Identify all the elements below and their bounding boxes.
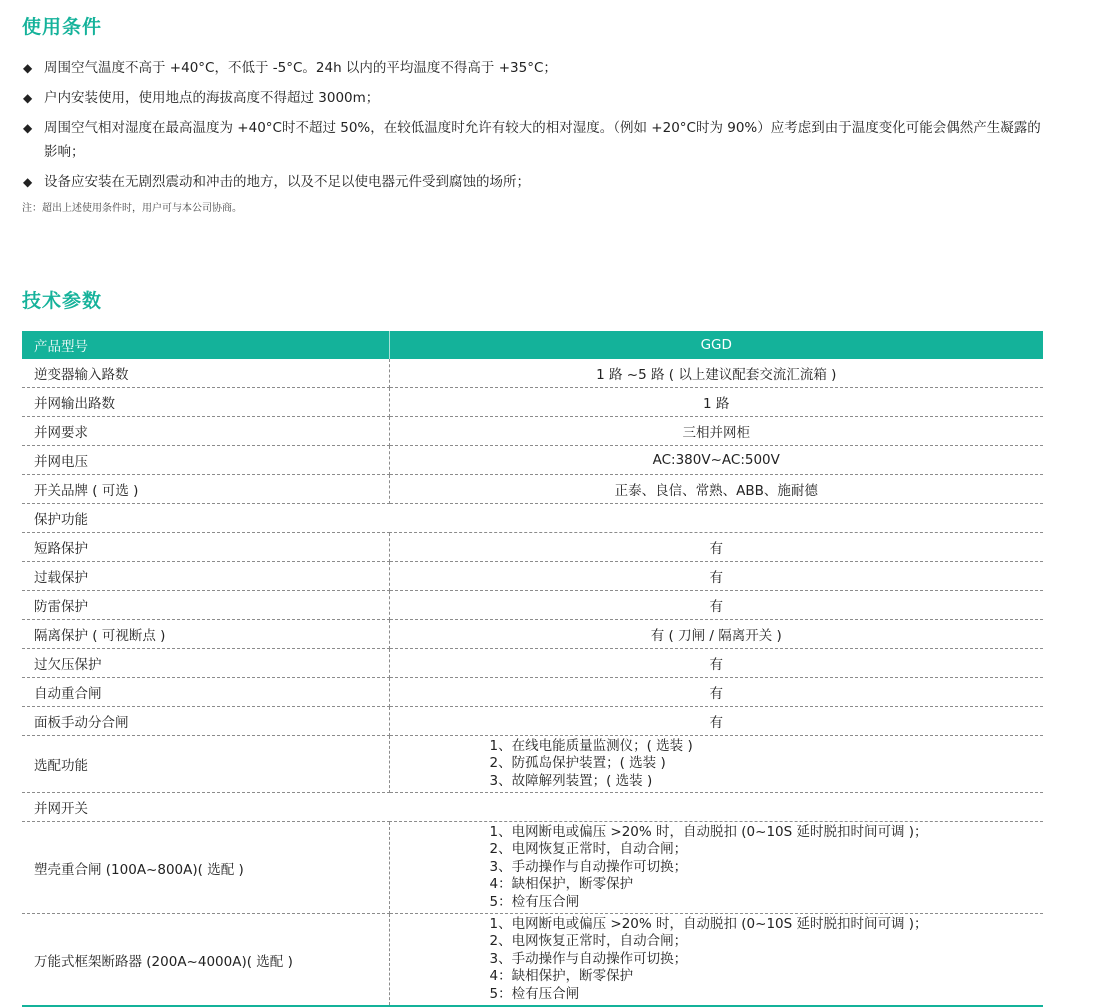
table-row [22,475,1043,504]
row-value: 有 [389,649,1043,678]
row-value: 正泰、良信、常熟、ABB、施耐德 [389,475,1043,504]
row-value-list [389,914,1043,1007]
spec-table [22,331,1043,1007]
list-item [22,170,1052,194]
row-label: 并网电压 [22,446,389,475]
model-label: 产品型号 [22,331,389,359]
table-row [22,649,1043,678]
row-label: 过载保护 [22,562,389,591]
row-value: 三相并网柜 [389,417,1043,446]
row-value: 有 ( 刀闸 / 隔离开关 ) [389,620,1043,649]
row-label: 万能式框架断路器 (200A~4000A)( 选配 ) [22,914,389,1007]
row-label: 塑壳重合闸 (100A~800A)( 选配 ) [22,822,389,914]
diamond-bullet-icon: ◆ [23,175,33,189]
row-label: 开关品牌 ( 可选 ) [22,475,389,504]
diamond-bullet-icon: ◆ [23,121,33,135]
table-row [22,707,1043,736]
row-label: 面板手动分合闸 [22,707,389,736]
conditions-list [22,56,1052,214]
list-line: 1、电网断电或偏压 >20% 时，自动脱扣 (0~10S 延时脱扣时间可调 )； [489,823,928,840]
list-line: 5：检有压合闸 [489,893,580,910]
list-line: 3、手动操作与自动操作可切换； [489,858,688,875]
list-line: 2、电网恢复正常时，自动合闸； [489,841,688,858]
table-row [22,417,1043,446]
row-label: 防雷保护 [22,591,389,620]
row-value-list [389,822,1043,914]
list-item [22,56,1052,80]
row-value: 有 [389,533,1043,562]
conditions-note: 注：超出上述使用条件时，用户可与本公司协商。 [22,203,242,214]
diamond-bullet-icon: ◆ [23,91,33,105]
table-row [22,914,1043,1007]
section-row-protection [22,504,1043,533]
row-value: 有 [389,591,1043,620]
condition-text: 周围空气温度不高于 +40°C，不低于 -5°C。24h 以内的平均温度不得高于 +35°C； [44,60,557,76]
table-row [22,822,1043,914]
condition-text: 户内安装使用，使用地点的海拔高度不得超过 3000m； [44,90,380,106]
table-row [22,533,1043,562]
list-line: 3、故障解列装置；( 选装 ) [489,772,653,789]
row-label: 自动重合闸 [22,678,389,707]
table-row [22,446,1043,475]
row-value-list [389,736,1043,793]
list-item [22,86,1052,110]
condition-text: 设备应安装在无剧烈震动和冲击的地方，以及不足以使电器元件受到腐蚀的场所； [44,174,530,190]
row-value: 有 [389,678,1043,707]
diamond-bullet-icon: ◆ [23,61,33,75]
condition-text: 周围空气相对湿度在最高温度为 +40°C时不超过 50%，在较低温度时允许有较大的相对湿度。（例如 +20°C时为 90%）应考虑到由于温度变化可能会偶然产生凝露的影响； [44,120,1041,160]
table-row [22,388,1043,417]
table-row [22,591,1043,620]
row-label: 并网输出路数 [22,388,389,417]
table-row [22,359,1043,388]
section-label: 保护功能 [22,504,1043,533]
table-row [22,562,1043,591]
tech-title: 技术参数 [22,290,103,312]
section-label: 并网开关 [22,793,1043,822]
row-label: 并网要求 [22,417,389,446]
row-value: 有 [389,707,1043,736]
row-value: AC:380V~AC:500V [389,446,1043,475]
row-label: 短路保护 [22,533,389,562]
list-line: 3、手动操作与自动操作可切换； [489,950,688,967]
row-label: 逆变器输入路数 [22,359,389,388]
table-row [22,620,1043,649]
list-line: 4：缺相保护，断零保护 [489,968,634,985]
row-value: 1 路 ~5 路 ( 以上建议配套交流汇流箱 ) [389,359,1043,388]
row-label: 选配功能 [22,736,389,793]
list-line: 2、电网恢复正常时，自动合闸； [489,933,688,950]
list-line: 2、防孤岛保护装置；( 选装 ) [489,755,666,772]
list-item [22,116,1052,164]
row-label: 过欠压保护 [22,649,389,678]
list-line: 1、电网断电或偏压 >20% 时，自动脱扣 (0~10S 延时脱扣时间可调 )； [489,915,928,932]
list-line: 4：缺相保护，断零保护 [489,876,634,893]
row-label: 隔离保护 ( 可视断点 ) [22,620,389,649]
row-value: 1 路 [389,388,1043,417]
section-row-grid-switch [22,793,1043,822]
table-header-row [22,331,1043,359]
model-value: GGD [389,331,1043,359]
list-line: 5：检有压合闸 [489,985,580,1002]
list-line: 1、在线电能质量监测仪；( 选装 ) [489,737,693,754]
row-value: 有 [389,562,1043,591]
conditions-title: 使用条件 [22,16,103,38]
table-row [22,736,1043,793]
table-row [22,678,1043,707]
